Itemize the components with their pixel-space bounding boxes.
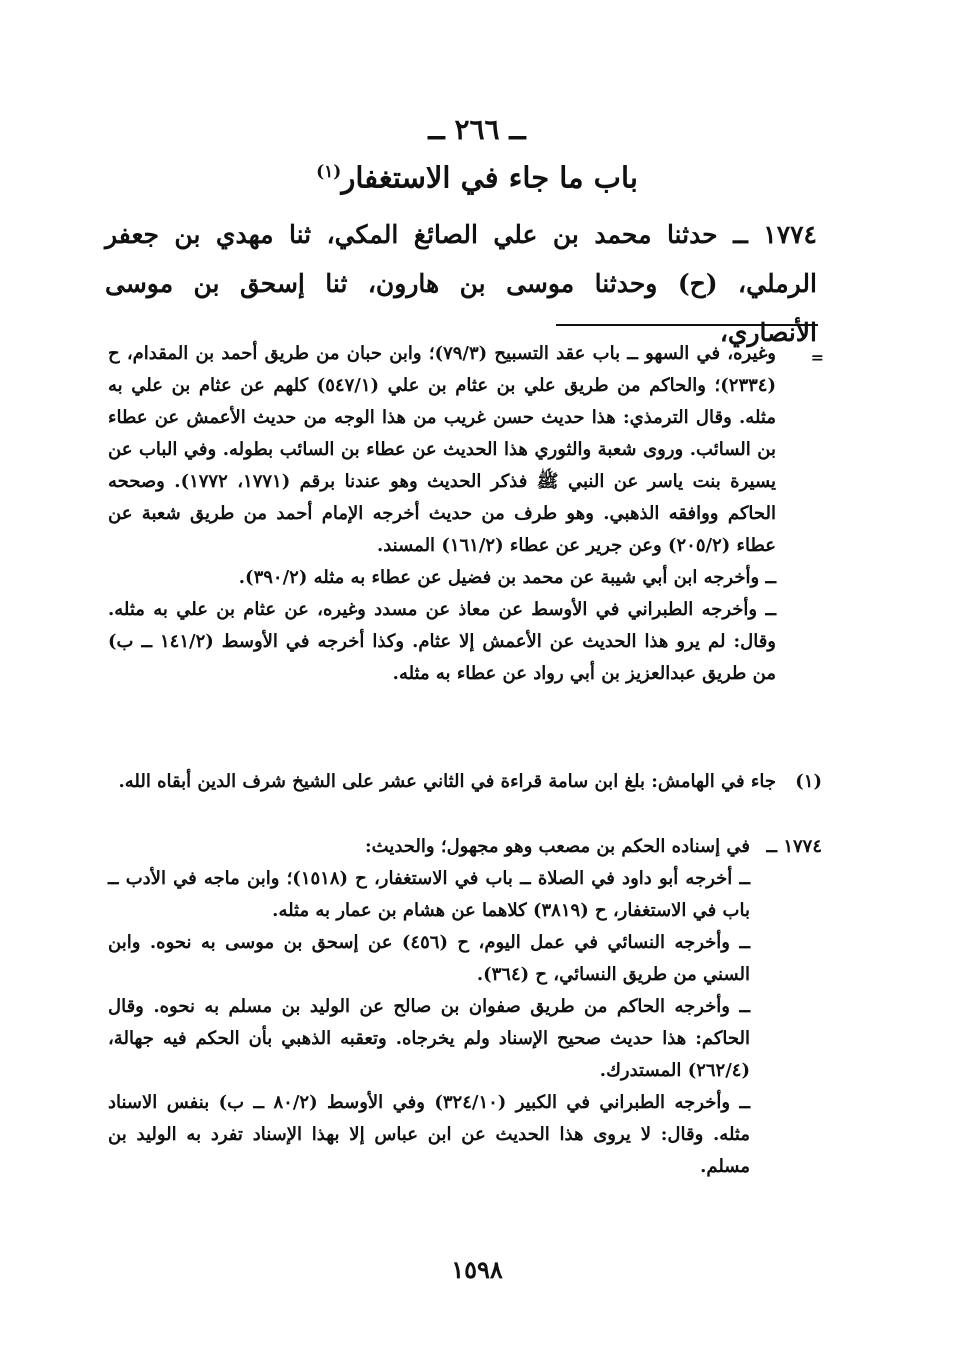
footnote-paragraph: في إسناده الحكم بن مصعب وهو مجهول؛ والحديث: — [365, 836, 750, 857]
footnote-1774 — [108, 831, 820, 1183]
footnote-paragraph: ــ وأخرجه ابن أبي شيبة عن محمد بن فضيل عن عطاء به مثله (٣٩٠/٢). — [238, 567, 776, 588]
footnote-paragraph: وغيره، في السهو ــ باب عقد التسبيح (٧٩/٣)؛ وابن حبان من طريق أحمد بن المقدام، ح (٢٣٣٤)؛ والحاكم من طريق علي بن عثام بن علي (٥٤٧/١) كلهم عن عثام بن علي به مثله. وقال الترمذي: هذا حديث حسن غريب من هذا الوجه من حديث الأعمش عن عطاء بن السائب. وروى شعبة والثوري هذا الحديث عن عطاء بن السائب بطوله. وفي الباب عن يسيرة بنت ياسر عن النبي ﷺ فذكر الحديث وهو عندنا برقم (١٧٧١، ١٧٧٢). وصححه الحاكم ووافقه الذهبي. وهو طرف من حديث أخرجه الإمام أحمد من طريق شعبة عن عطاء (٢٠٥/٢) وعن جرير عن عطاء (١٦١/٢) المسند. — [108, 343, 777, 556]
footnote-number: (١) — [795, 771, 822, 792]
continuation-marker: = — [810, 348, 824, 367]
footnote-paragraph: ــ وأخرجه الطبراني في الكبير (٣٢٤/١٠) وفي الأوسط (٨٠/٢ ــ ب) بنفس الاسناد مثله. وقال: لا يروى هذا الحديث عن ابن عباس إلا بهذا الإسناد تفرد به الوليد بن مسلم. — [108, 1092, 750, 1177]
hadith-number: ١٧٧٤ ــ — [733, 220, 817, 249]
section-number: ــ ٢٦٦ ــ — [428, 113, 526, 146]
page-number: ١٥٩٨ — [451, 1255, 503, 1284]
footnote-paragraph: ــ أخرجه أبو داود في الصلاة ــ باب في الاستغفار، ح (١٥١٨)؛ وابن ماجه في الأدب ــ باب في الاستغفار، ح (٣٨١٩) كلاهما عن هشام بن عمار به مثله. — [108, 868, 750, 921]
footnote-divider — [556, 324, 818, 326]
footnote-paragraph: ــ وأخرجه الطبراني في الأوسط عن معاذ عن مسدد وغيره، عن عثام بن علي به مثله. وقال: لم يرو هذا الحديث عن الأعمش إلا عثام. وكذا أخرجه في الأوسط (١٤١/٢ ــ ب) من طريق عبدالعزيز بن أبي رواد عن عطاء به مثله. — [108, 599, 776, 684]
footnote-paragraph: ــ وأخرجه النسائي في عمل اليوم، ح (٤٥٦) عن إسحق بن موسى به نحوه. وابن السني من طريق النسائي، ح (٣٦٤). — [108, 932, 750, 985]
footnote-paragraph: ــ وأخرجه الحاكم من طريق صفوان بن صالح عن الوليد بن مسلم به نحوه. وقال الحاكم: هذا حديث صحيح الإسناد ولم يخرجاه. وتعقبه الذهبي بأن الحكم فيه جهالة، (٢٦٢/٤) المستدرك. — [108, 996, 750, 1081]
footnote-number: ١٧٧٤ ــ — [766, 836, 822, 857]
chapter-title-text: باب ما جاء في الاستغفار — [341, 160, 638, 195]
footnote-continued — [108, 338, 824, 690]
hadith-main-text — [105, 210, 817, 357]
hadith-chain-text: حدثنا محمد بن علي الصائغ المكي، ثنا مهدي بن جعفر الرملي، (ح) وحدثنا موسى بن هارون، ثنا إسحق بن موسى الأنصاري، — [105, 220, 817, 347]
footnote-paragraph: جاء في الهامش: بلغ ابن سامة قراءة في الثاني عشر على الشيخ شرف الدين أبقاه الله. — [118, 771, 776, 792]
chapter-title-footnote-ref: (١) — [316, 162, 342, 182]
chapter-title — [0, 150, 954, 200]
footnote-1 — [108, 766, 820, 798]
